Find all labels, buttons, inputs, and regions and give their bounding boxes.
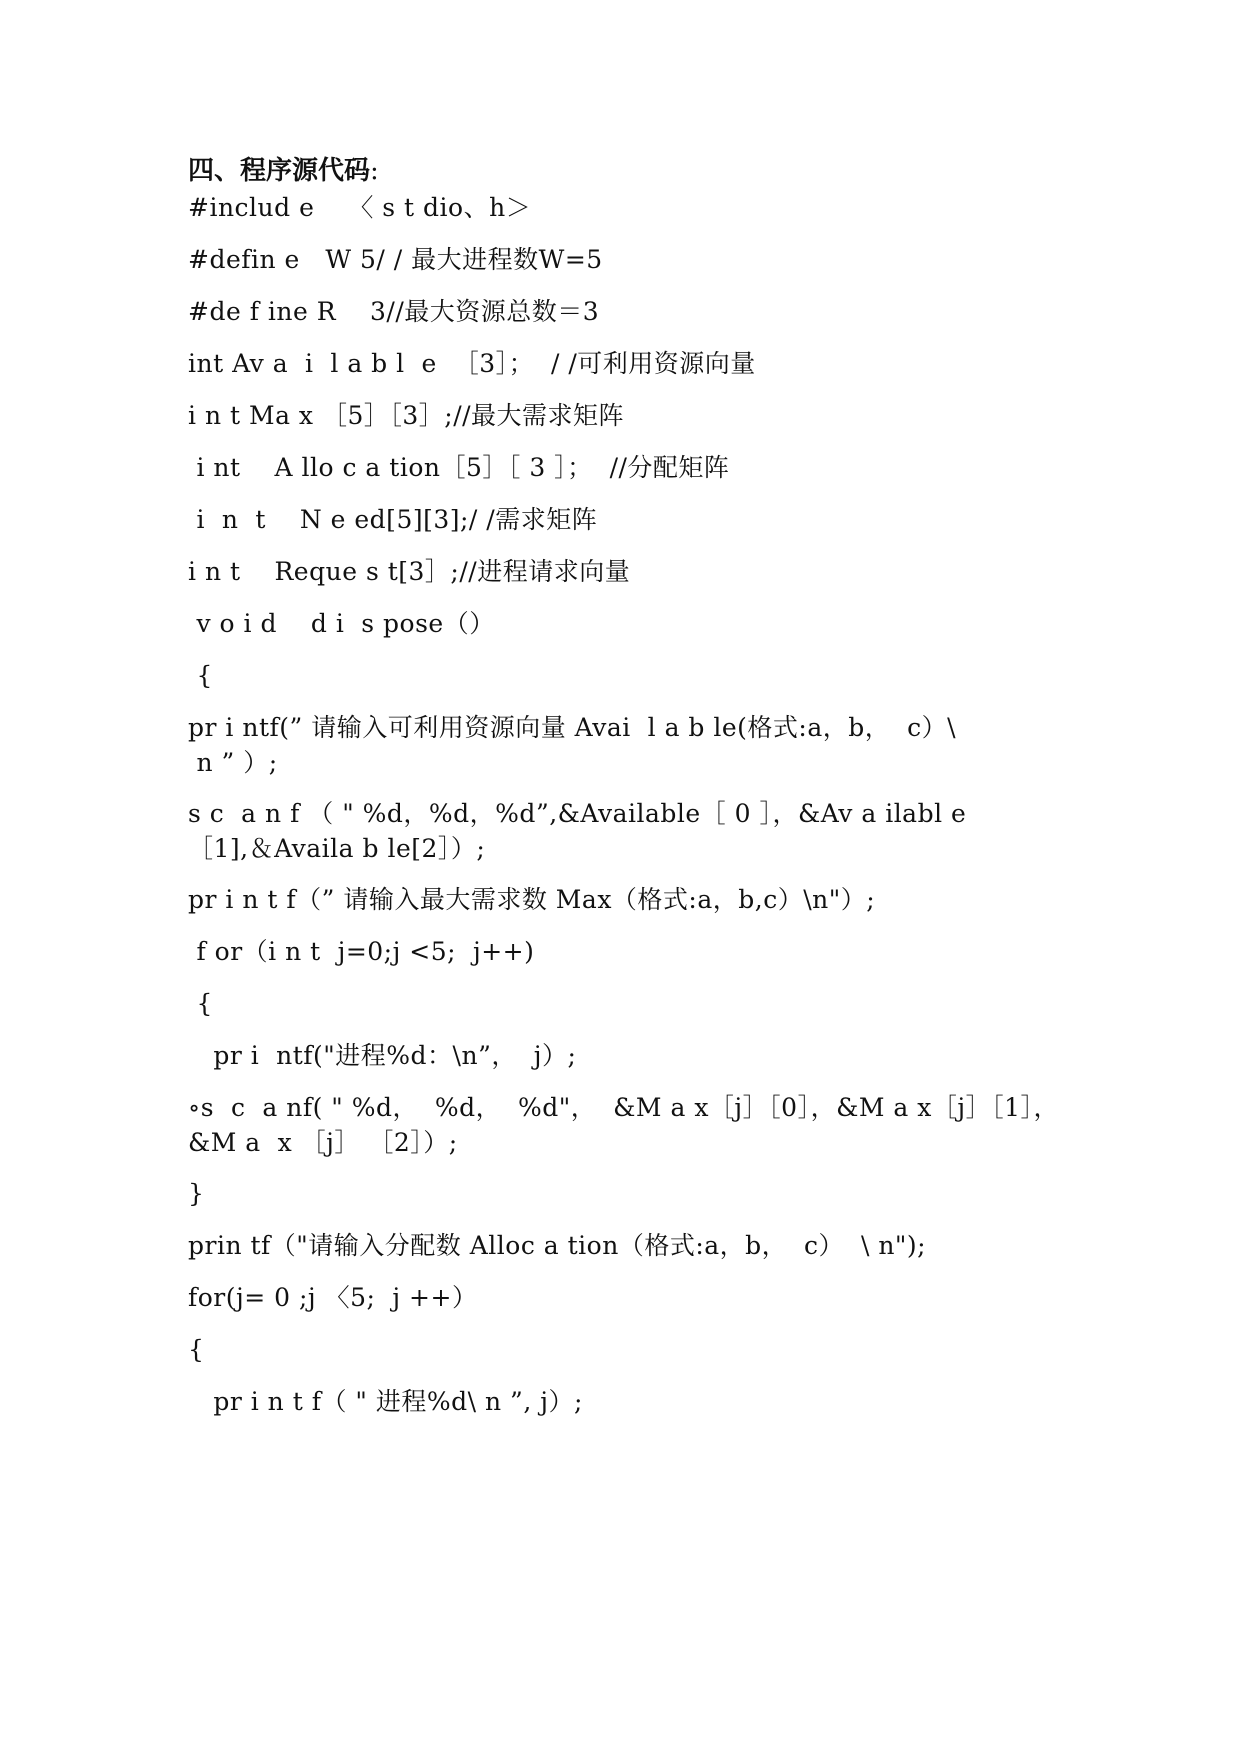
code-line-need-decl: i n t N e ed[5][3];/ /需求矩阵 bbox=[188, 505, 598, 534]
code-line-open-brace: { bbox=[188, 661, 213, 690]
code-line-scanf-available: s c a n f （ " %d，%d，%d”,&Available［ 0 ］，&Av a ilabl e ［1],＆Availa b le[2］）; bbox=[188, 799, 967, 863]
code-line-include: #includ e 〈 s t dio、h＞ bbox=[188, 193, 532, 222]
code-line-available-decl: int Av a i l a b l e ［3］； / /可利用资源向量 bbox=[188, 349, 756, 378]
code-line-request-decl: i n t Reque s t[3］;//进程请求向量 bbox=[188, 557, 631, 586]
code-line-printf-allocation: prin tf（"请输入分配数 Alloc a tion（格式:a，b， c） \ n"); bbox=[188, 1231, 927, 1260]
code-line-printf-process-2: pr i n t f（ " 进程%d\ n ”, j）; bbox=[188, 1387, 583, 1416]
section-heading-colon: : bbox=[370, 156, 379, 186]
code-line-define-r: #de f ine R 3//最大资源总数＝3 bbox=[188, 297, 600, 326]
code-line-close-brace: } bbox=[188, 1179, 205, 1208]
code-line-scanf-max: ∘s c a nf( " %d， %d， %d"， &M a x［j］［0］，&M a x［j］［1］， &M a x ［j］ ［2］）; bbox=[188, 1093, 1059, 1157]
code-line-open-brace-2: { bbox=[188, 989, 213, 1018]
code-line-define-w: #defin e W 5/ / 最大进程数W=5 bbox=[188, 245, 603, 274]
code-line-dispose-sig: v o i d d i s pose（） bbox=[188, 609, 495, 638]
section-heading bbox=[188, 150, 379, 187]
code-line-printf-process: pr i ntf("进程%d：\n”， j）; bbox=[188, 1041, 577, 1070]
code-line-for-allocation: for(j= 0 ;j 〈5; j ++） bbox=[188, 1283, 478, 1312]
code-line-open-brace-3: { bbox=[188, 1335, 205, 1364]
code-line-max-decl: i n t Ma x ［5］［3］;//最大需求矩阵 bbox=[188, 401, 625, 430]
code-line-allocation-decl: i nt A llo c a tion［5］［ 3 ］； //分配矩阵 bbox=[188, 453, 730, 482]
section-heading-text: 四、程序源代码 bbox=[188, 156, 371, 186]
code-line-printf-max: pr i n t f（” 请输入最大需求数 Max（格式:a，b,c）\n"）; bbox=[188, 885, 876, 914]
code-line-for-max: f or（i n t j=0;j <5; j++) bbox=[188, 937, 535, 966]
code-line-printf-available: pr i ntf(” 请输入可利用资源向量 Avai l a b le(格式:a，b， c）\ n ” ）; bbox=[188, 713, 957, 777]
